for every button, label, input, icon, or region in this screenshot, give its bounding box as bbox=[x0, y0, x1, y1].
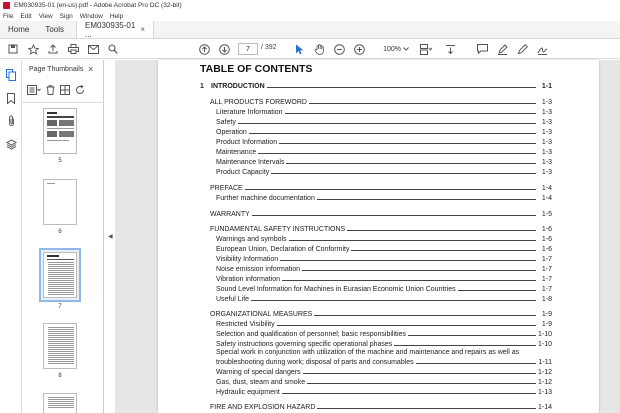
acrobat-app-icon bbox=[3, 2, 10, 9]
toc-entry-text: Further machine documentation bbox=[216, 195, 315, 202]
title-bar bbox=[0, 0, 620, 11]
page-total: / 392 bbox=[261, 44, 277, 51]
toc-entry-text: Maintenance bbox=[216, 149, 257, 156]
toc-entry[interactable] bbox=[216, 357, 552, 366]
toc-entry-page: 1-4 bbox=[541, 195, 552, 202]
toc-entry-wrapped-line[interactable]: Special work in conjunction with utilization of the machine and maintenance and repairs as well as bbox=[216, 349, 520, 356]
toc-entry-page: 1-4 bbox=[541, 185, 552, 192]
toc-leader bbox=[347, 230, 536, 231]
toc-leader bbox=[238, 123, 536, 124]
scroll-mode-icon[interactable] bbox=[443, 42, 457, 56]
toc-entry-page: 1-3 bbox=[541, 109, 552, 116]
toc-entry[interactable] bbox=[216, 284, 552, 293]
toc-entry-text: Maintenance Intervals bbox=[216, 159, 285, 166]
toc-entry-page: 1-5 bbox=[541, 211, 552, 218]
menu-file[interactable]: File bbox=[3, 12, 14, 20]
toc-entry-page: 1-3 bbox=[541, 119, 552, 126]
toc-leader bbox=[303, 373, 536, 374]
toc-entry-page: 1-12 bbox=[538, 369, 553, 376]
toc-leader bbox=[458, 290, 536, 291]
toc-entry-page: 1-3 bbox=[541, 169, 552, 176]
toc-entry-page: 1-3 bbox=[541, 129, 552, 136]
toc-entry[interactable] bbox=[210, 309, 552, 318]
toc-entry-text: FUNDAMENTAL SAFETY INSTRUCTIONS bbox=[210, 226, 346, 233]
toc-chapter-text: INTRODUCTION bbox=[211, 83, 265, 90]
toc-leader bbox=[317, 199, 536, 200]
toc-entry-text: Safety instructions governing specific operational phases bbox=[216, 341, 393, 348]
upload-icon[interactable] bbox=[46, 42, 60, 56]
toc-leader bbox=[394, 345, 536, 346]
toc-entry[interactable] bbox=[216, 264, 552, 273]
toolbar bbox=[0, 39, 620, 59]
toc-leader bbox=[416, 363, 536, 364]
toc-entry-page: 1-3 bbox=[541, 99, 552, 106]
select-cursor-icon[interactable] bbox=[292, 42, 306, 56]
toc-leader bbox=[277, 325, 536, 326]
tab-bar bbox=[0, 21, 620, 39]
toc-leader bbox=[307, 383, 536, 384]
toc-entry-page: 1-3 bbox=[541, 159, 552, 166]
window-title: EM030935-01 (en-us).pdf - Adobe Acrobat Pro DC (32-bit) bbox=[14, 2, 182, 9]
toc-entry[interactable] bbox=[216, 137, 552, 146]
toc-entry[interactable] bbox=[216, 193, 552, 202]
zoom-level-select[interactable]: 100% bbox=[383, 45, 401, 53]
toc-entry[interactable] bbox=[216, 377, 552, 386]
toc-entry-text: Product Information bbox=[216, 139, 278, 146]
toc-leader bbox=[258, 153, 536, 154]
pdf-page bbox=[158, 60, 599, 413]
toc-entry-page: 1-9 bbox=[541, 311, 552, 318]
toc-entry[interactable] bbox=[216, 117, 552, 126]
toc-chapter-page: 1-1 bbox=[541, 83, 552, 90]
toc-leader bbox=[282, 393, 536, 394]
toc-entry-text: Warning of special dangers bbox=[216, 369, 301, 376]
toc-entry-text: WARRANTY bbox=[210, 211, 250, 218]
bookmark-star-icon[interactable] bbox=[26, 42, 40, 56]
toc-entry[interactable] bbox=[216, 294, 552, 303]
toc-entry[interactable] bbox=[216, 244, 552, 253]
thumbnail-page-8[interactable] bbox=[43, 323, 77, 369]
close-panel-icon[interactable]: × bbox=[88, 64, 94, 74]
toc-entry-text: Warnings and symbols bbox=[216, 236, 287, 243]
highlight-pen-icon[interactable] bbox=[495, 42, 509, 56]
toc-entry-page: 1-7 bbox=[541, 276, 552, 283]
toc-entry-page: 1-7 bbox=[541, 266, 552, 273]
search-icon[interactable] bbox=[106, 42, 120, 56]
toc-chapter-number: 1 bbox=[200, 83, 204, 90]
toc-entry-text: Gas, dust, steam and smoke bbox=[216, 379, 306, 386]
previous-page-icon[interactable] bbox=[197, 42, 211, 56]
toc-entry-text: Literature Information bbox=[216, 109, 283, 116]
toc-leader bbox=[289, 240, 536, 241]
toc-entry[interactable] bbox=[216, 157, 552, 166]
toc-leader bbox=[309, 103, 536, 104]
toc-leader bbox=[286, 163, 536, 164]
comment-icon[interactable] bbox=[475, 42, 489, 56]
collapse-panel-arrow-icon[interactable]: ◀ bbox=[108, 234, 113, 240]
toc-leader bbox=[282, 280, 536, 281]
page-thumbnails-panel bbox=[22, 60, 104, 413]
toc-entry-text: European Union, Declaration of Conformity bbox=[216, 246, 350, 253]
toc-entry-text: Useful Life bbox=[216, 296, 250, 303]
toc-leader bbox=[249, 133, 536, 134]
toc-entry-page: 1-10 bbox=[538, 331, 553, 338]
tab-document-label: EM030935-01 ... bbox=[85, 20, 136, 39]
page-thumbnails-icon[interactable] bbox=[4, 68, 18, 82]
toc-leader bbox=[267, 87, 536, 88]
toc-entry-text: Safety bbox=[216, 119, 236, 126]
toc-entry-text: Selection and qualification of personnel; basic responsibilities bbox=[216, 331, 406, 338]
zoom-out-icon[interactable] bbox=[332, 42, 346, 56]
menu-view[interactable]: View bbox=[38, 12, 53, 20]
toc-leader bbox=[252, 215, 536, 216]
thumbnail-label-6: 6 bbox=[58, 229, 62, 235]
thumbnail-page-9[interactable] bbox=[43, 393, 77, 413]
bookmarks-icon[interactable] bbox=[4, 91, 18, 105]
toc-leader bbox=[280, 260, 536, 261]
toc-entry-text: Operation bbox=[216, 129, 247, 136]
menu-bar bbox=[0, 11, 620, 21]
fill-sign-icon[interactable] bbox=[535, 42, 549, 56]
toc-entry[interactable] bbox=[216, 254, 552, 263]
toc-leader bbox=[351, 250, 536, 251]
toc-entry-page: 1-7 bbox=[541, 256, 552, 263]
toc-entry[interactable] bbox=[216, 274, 552, 283]
toc-chapter-row[interactable] bbox=[200, 81, 552, 90]
toc-entry[interactable] bbox=[216, 367, 552, 376]
toc-title: TABLE OF CONTENTS bbox=[200, 63, 313, 75]
toc-entry[interactable] bbox=[216, 107, 552, 116]
toc-entry-text: Restricted Visibility bbox=[216, 321, 275, 328]
extract-pages-icon[interactable] bbox=[60, 85, 70, 97]
save-icon[interactable] bbox=[6, 42, 20, 56]
toc-entry-text: Product Capacity bbox=[216, 169, 270, 176]
thumbnail-options-icon[interactable] bbox=[27, 85, 41, 97]
toc-entry-page: 1-10 bbox=[538, 341, 553, 348]
document-canvas bbox=[115, 60, 620, 413]
toc-entry[interactable] bbox=[216, 339, 552, 348]
thumbnail-label-5: 5 bbox=[58, 158, 62, 164]
toc-leader bbox=[251, 300, 536, 301]
toc-entry-page: 1-6 bbox=[541, 246, 552, 253]
thumbnail-label-7: 7 bbox=[58, 304, 62, 310]
toc-leader bbox=[279, 143, 536, 144]
thumbnail-label-8: 8 bbox=[58, 373, 62, 379]
toc-leader bbox=[408, 335, 536, 336]
email-icon[interactable] bbox=[86, 42, 100, 56]
toc-entry-text: Hydraulic equipment bbox=[216, 389, 280, 396]
toc-leader bbox=[317, 408, 536, 409]
toc-entry-page: 1-9 bbox=[541, 321, 552, 328]
close-tab-icon[interactable]: × bbox=[140, 25, 146, 34]
zoom-dropdown-chevron-icon[interactable] bbox=[402, 42, 410, 56]
rotate-page-icon[interactable] bbox=[75, 85, 85, 97]
toc-entry[interactable] bbox=[216, 387, 552, 396]
toc-entry-page: 1-7 bbox=[541, 286, 552, 293]
toc-entry-page: 1-3 bbox=[541, 139, 552, 146]
tab-home[interactable]: Home bbox=[8, 25, 30, 34]
menu-help[interactable]: Help bbox=[109, 12, 124, 20]
panel-title: Page Thumbnails bbox=[29, 66, 84, 73]
toc-leader bbox=[285, 113, 536, 114]
hand-tool-icon[interactable] bbox=[312, 42, 326, 56]
menu-sign[interactable]: Sign bbox=[59, 12, 73, 20]
thumbnail-page-6[interactable] bbox=[43, 179, 77, 225]
page-layout-icon[interactable] bbox=[418, 42, 434, 56]
toc-entry[interactable] bbox=[216, 234, 552, 243]
toc-entry-text: Visibility Information bbox=[216, 256, 279, 263]
left-navigation-rail bbox=[0, 60, 22, 413]
toc-entry-text: ALL PRODUCTS FOREWORD bbox=[210, 99, 307, 106]
toc-entry-page: 1-14 bbox=[538, 404, 553, 411]
toc-entry[interactable] bbox=[216, 147, 552, 156]
attachments-icon[interactable] bbox=[4, 114, 18, 128]
tab-document[interactable] bbox=[76, 21, 154, 38]
toc-entry-text: PREFACE bbox=[210, 185, 243, 192]
menu-edit[interactable]: Edit bbox=[20, 12, 32, 20]
thumbnail-tools bbox=[27, 84, 99, 98]
toc-entry[interactable] bbox=[216, 329, 552, 338]
toc-entry-page: 1-3 bbox=[541, 149, 552, 156]
toc-leader bbox=[245, 189, 536, 190]
toc-entry-text: troubleshooting during work; disposal of parts and consumables bbox=[216, 359, 414, 366]
draw-pen-icon[interactable] bbox=[515, 42, 529, 56]
toc-entry-page: 1-13 bbox=[538, 389, 553, 396]
toc-entry[interactable] bbox=[210, 183, 552, 192]
page-number-input[interactable]: 7 bbox=[238, 43, 258, 55]
toc-entry[interactable] bbox=[210, 97, 552, 106]
toc-entry-page: 1-8 bbox=[541, 296, 552, 303]
delete-page-icon[interactable] bbox=[46, 85, 55, 97]
toc-leader bbox=[271, 173, 536, 174]
toc-entry-text: Noise emission information bbox=[216, 266, 301, 273]
toc-leader bbox=[314, 315, 536, 316]
layers-icon[interactable] bbox=[4, 137, 18, 151]
next-page-icon[interactable] bbox=[217, 42, 231, 56]
zoom-in-icon[interactable] bbox=[352, 42, 366, 56]
toc-entry[interactable] bbox=[210, 209, 552, 218]
toc-entry-page: 1-6 bbox=[541, 236, 552, 243]
toc-entry[interactable] bbox=[210, 224, 552, 233]
toc-entry-page: 1-6 bbox=[541, 226, 552, 233]
toc-entry-page: 1-12 bbox=[538, 379, 553, 386]
thumbnail-page-5[interactable] bbox=[43, 108, 77, 154]
print-icon[interactable] bbox=[66, 42, 80, 56]
toc-entry-text: Vibration information bbox=[216, 276, 281, 283]
toc-entry-text: Sound Level Information for Machines in Eurasian Economic Union Countries bbox=[216, 286, 456, 293]
toc-entry-page: 1-11 bbox=[538, 359, 552, 366]
toc-entry-text: ORGANIZATIONAL MEASURES bbox=[210, 311, 313, 318]
toc-leader bbox=[302, 270, 536, 271]
thumbnail-page-7[interactable] bbox=[43, 252, 77, 298]
toc-entry[interactable] bbox=[210, 402, 552, 411]
toc-entry[interactable] bbox=[216, 167, 552, 176]
tab-tools[interactable]: Tools bbox=[45, 25, 65, 34]
toc-entry[interactable] bbox=[216, 319, 552, 328]
toc-entry-text: FIRE AND EXPLOSION HAZARD bbox=[210, 404, 316, 411]
toc-entry[interactable] bbox=[216, 127, 552, 136]
panel-divider bbox=[22, 102, 104, 103]
menu-window[interactable]: Window bbox=[79, 12, 103, 20]
